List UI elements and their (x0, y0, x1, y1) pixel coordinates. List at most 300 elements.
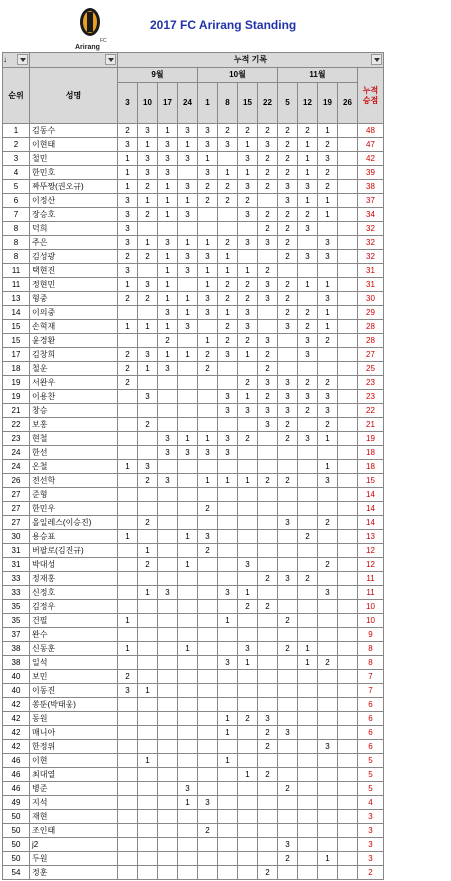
match-points-cell[interactable] (158, 810, 178, 824)
total-points-cell[interactable]: 2 (358, 866, 384, 880)
rank-cell[interactable]: 7 (3, 208, 30, 222)
match-points-cell[interactable]: 1 (298, 166, 318, 180)
match-points-cell[interactable]: 3 (138, 166, 158, 180)
match-points-cell[interactable]: 2 (118, 362, 138, 376)
match-points-cell[interactable] (118, 404, 138, 418)
total-points-cell[interactable]: 31 (358, 264, 384, 278)
match-points-cell[interactable]: 2 (258, 600, 278, 614)
total-points-cell[interactable]: 11 (358, 572, 384, 586)
match-points-cell[interactable]: 2 (278, 306, 298, 320)
rank-cell[interactable]: 13 (3, 292, 30, 306)
match-points-cell[interactable] (258, 516, 278, 530)
match-points-cell[interactable] (338, 852, 358, 866)
match-points-cell[interactable]: 2 (278, 236, 298, 250)
match-points-cell[interactable] (298, 586, 318, 600)
total-points-cell[interactable]: 6 (358, 740, 384, 754)
rank-cell[interactable]: 27 (3, 488, 30, 502)
rank-cell[interactable]: 11 (3, 278, 30, 292)
match-points-cell[interactable] (238, 866, 258, 880)
match-points-cell[interactable] (198, 670, 218, 684)
match-points-cell[interactable] (158, 712, 178, 726)
match-points-cell[interactable]: 1 (158, 348, 178, 362)
rank-cell[interactable]: 31 (3, 544, 30, 558)
match-points-cell[interactable] (158, 418, 178, 432)
match-points-cell[interactable] (178, 222, 198, 236)
match-points-cell[interactable]: 1 (138, 586, 158, 600)
match-points-cell[interactable]: 3 (118, 208, 138, 222)
rank-cell[interactable]: 54 (3, 866, 30, 880)
match-points-cell[interactable]: 1 (178, 642, 198, 656)
match-points-cell[interactable] (238, 446, 258, 460)
match-points-cell[interactable]: 1 (118, 180, 138, 194)
match-points-cell[interactable]: 1 (218, 712, 238, 726)
rank-cell[interactable]: 42 (3, 726, 30, 740)
match-points-cell[interactable]: 1 (138, 138, 158, 152)
match-points-cell[interactable]: 1 (318, 852, 338, 866)
match-points-cell[interactable]: 3 (218, 348, 238, 362)
player-name-cell[interactable]: 보홍 (30, 418, 118, 432)
rank-cell[interactable]: 21 (3, 404, 30, 418)
match-points-cell[interactable]: 3 (178, 264, 198, 278)
match-points-cell[interactable]: 2 (258, 124, 278, 138)
match-points-cell[interactable] (218, 642, 238, 656)
match-points-cell[interactable] (338, 726, 358, 740)
match-points-cell[interactable]: 2 (318, 334, 338, 348)
match-points-cell[interactable]: 1 (118, 642, 138, 656)
match-points-cell[interactable] (118, 740, 138, 754)
match-points-cell[interactable]: 3 (158, 586, 178, 600)
match-points-cell[interactable]: 2 (198, 502, 218, 516)
match-points-cell[interactable]: 2 (318, 180, 338, 194)
match-points-cell[interactable]: 3 (158, 166, 178, 180)
match-points-cell[interactable] (258, 194, 278, 208)
total-points-cell[interactable]: 21 (358, 418, 384, 432)
match-points-cell[interactable] (138, 600, 158, 614)
player-name-cell[interactable]: 병준 (30, 782, 118, 796)
match-points-cell[interactable]: 1 (118, 614, 138, 628)
match-points-cell[interactable] (138, 404, 158, 418)
match-points-cell[interactable] (238, 824, 258, 838)
match-points-cell[interactable] (338, 824, 358, 838)
match-points-cell[interactable] (198, 600, 218, 614)
total-points-cell[interactable]: 39 (358, 166, 384, 180)
match-points-cell[interactable] (318, 544, 338, 558)
match-points-cell[interactable] (278, 348, 298, 362)
match-points-cell[interactable]: 2 (258, 264, 278, 278)
match-points-cell[interactable]: 3 (158, 446, 178, 460)
match-points-cell[interactable]: 1 (218, 726, 238, 740)
rank-cell[interactable]: 38 (3, 642, 30, 656)
rank-cell[interactable]: 42 (3, 740, 30, 754)
match-points-cell[interactable]: 2 (138, 180, 158, 194)
match-points-cell[interactable] (178, 614, 198, 628)
player-name-cell[interactable]: 형중 (30, 292, 118, 306)
total-points-cell[interactable]: 6 (358, 726, 384, 740)
match-points-cell[interactable] (218, 152, 238, 166)
match-points-cell[interactable]: 2 (158, 334, 178, 348)
match-points-cell[interactable]: 1 (158, 194, 178, 208)
match-points-cell[interactable]: 3 (138, 460, 158, 474)
match-points-cell[interactable]: 2 (218, 124, 238, 138)
match-points-cell[interactable]: 3 (278, 404, 298, 418)
match-points-cell[interactable]: 1 (238, 474, 258, 488)
match-points-cell[interactable]: 3 (178, 250, 198, 264)
match-points-cell[interactable] (138, 740, 158, 754)
match-points-cell[interactable] (298, 852, 318, 866)
match-points-cell[interactable] (258, 670, 278, 684)
total-points-cell[interactable]: 3 (358, 824, 384, 838)
match-points-cell[interactable]: 3 (298, 390, 318, 404)
match-points-cell[interactable] (338, 754, 358, 768)
match-points-cell[interactable] (138, 306, 158, 320)
player-name-cell[interactable]: 온철 (30, 460, 118, 474)
match-points-cell[interactable] (338, 418, 358, 432)
match-points-cell[interactable] (338, 348, 358, 362)
match-points-cell[interactable]: 2 (238, 600, 258, 614)
match-points-cell[interactable]: 3 (238, 152, 258, 166)
rank-cell[interactable]: 26 (3, 474, 30, 488)
match-points-cell[interactable] (218, 544, 238, 558)
match-points-cell[interactable] (118, 852, 138, 866)
match-points-cell[interactable] (318, 530, 338, 544)
match-points-cell[interactable] (238, 502, 258, 516)
match-points-cell[interactable] (338, 488, 358, 502)
total-points-cell[interactable]: 8 (358, 656, 384, 670)
match-points-cell[interactable]: 3 (218, 404, 238, 418)
player-name-cell[interactable]: 한선 (30, 446, 118, 460)
match-points-cell[interactable]: 1 (198, 264, 218, 278)
match-points-cell[interactable]: 3 (158, 362, 178, 376)
match-points-cell[interactable] (178, 460, 198, 474)
match-points-cell[interactable]: 2 (278, 250, 298, 264)
total-points-cell[interactable]: 42 (358, 152, 384, 166)
match-points-cell[interactable] (138, 334, 158, 348)
match-points-cell[interactable] (258, 488, 278, 502)
match-points-cell[interactable] (158, 390, 178, 404)
match-points-cell[interactable] (338, 306, 358, 320)
match-points-cell[interactable]: 1 (218, 250, 238, 264)
player-name-cell[interactable]: 정현민 (30, 278, 118, 292)
player-name-cell[interactable]: 서완우 (30, 376, 118, 390)
match-points-cell[interactable] (298, 684, 318, 698)
player-name-cell[interactable]: 두원 (30, 852, 118, 866)
match-points-cell[interactable] (178, 488, 198, 502)
match-points-cell[interactable] (158, 460, 178, 474)
match-points-cell[interactable]: 2 (318, 516, 338, 530)
rank-cell[interactable]: 50 (3, 838, 30, 852)
player-name-cell[interactable]: 이동진 (30, 684, 118, 698)
match-points-cell[interactable] (218, 838, 238, 852)
match-points-cell[interactable] (198, 754, 218, 768)
match-points-cell[interactable]: 1 (178, 194, 198, 208)
match-points-cell[interactable] (298, 866, 318, 880)
match-points-cell[interactable] (218, 208, 238, 222)
match-points-cell[interactable] (298, 698, 318, 712)
match-points-cell[interactable] (278, 264, 298, 278)
match-points-cell[interactable]: 1 (198, 152, 218, 166)
match-points-cell[interactable]: 2 (318, 166, 338, 180)
match-points-cell[interactable] (298, 292, 318, 306)
match-points-cell[interactable] (178, 418, 198, 432)
match-points-cell[interactable]: 3 (138, 152, 158, 166)
match-points-cell[interactable] (118, 544, 138, 558)
name-filter-button[interactable] (30, 53, 118, 68)
total-points-cell[interactable]: 32 (358, 222, 384, 236)
match-points-cell[interactable]: 2 (258, 362, 278, 376)
match-points-cell[interactable] (278, 656, 298, 670)
match-points-cell[interactable] (118, 698, 138, 712)
match-points-cell[interactable] (198, 712, 218, 726)
match-points-cell[interactable] (298, 516, 318, 530)
match-points-cell[interactable]: 1 (138, 194, 158, 208)
total-points-cell[interactable]: 28 (358, 320, 384, 334)
rank-cell[interactable]: 50 (3, 852, 30, 866)
match-points-cell[interactable] (258, 782, 278, 796)
match-points-cell[interactable] (178, 544, 198, 558)
match-points-cell[interactable] (238, 488, 258, 502)
rank-cell[interactable]: 8 (3, 236, 30, 250)
match-points-cell[interactable] (138, 796, 158, 810)
match-points-cell[interactable] (318, 362, 338, 376)
rank-filter-button[interactable]: ↓ (3, 53, 30, 68)
match-points-cell[interactable]: 1 (238, 656, 258, 670)
cumulative-filter-button[interactable]: 누적 기록 (118, 53, 384, 68)
match-points-cell[interactable] (138, 670, 158, 684)
match-points-cell[interactable] (138, 656, 158, 670)
match-points-cell[interactable] (238, 754, 258, 768)
match-points-cell[interactable] (198, 558, 218, 572)
match-points-cell[interactable] (258, 446, 278, 460)
match-points-cell[interactable] (278, 586, 298, 600)
match-points-cell[interactable]: 2 (118, 376, 138, 390)
match-points-cell[interactable]: 3 (298, 180, 318, 194)
match-points-cell[interactable]: 3 (278, 376, 298, 390)
rank-cell[interactable]: 15 (3, 320, 30, 334)
match-points-cell[interactable]: 3 (158, 432, 178, 446)
match-points-cell[interactable] (218, 698, 238, 712)
total-points-cell[interactable]: 3 (358, 838, 384, 852)
match-points-cell[interactable] (118, 446, 138, 460)
total-points-cell[interactable]: 9 (358, 628, 384, 642)
match-points-cell[interactable] (138, 712, 158, 726)
match-points-cell[interactable] (178, 600, 198, 614)
match-points-cell[interactable] (138, 376, 158, 390)
match-points-cell[interactable]: 2 (258, 348, 278, 362)
match-points-cell[interactable] (318, 796, 338, 810)
rank-cell[interactable]: 50 (3, 824, 30, 838)
match-points-cell[interactable] (198, 838, 218, 852)
match-points-cell[interactable] (158, 670, 178, 684)
rank-cell[interactable]: 40 (3, 670, 30, 684)
match-points-cell[interactable]: 1 (198, 474, 218, 488)
match-points-cell[interactable]: 3 (238, 320, 258, 334)
total-points-cell[interactable]: 27 (358, 348, 384, 362)
total-points-cell[interactable]: 34 (358, 208, 384, 222)
match-points-cell[interactable]: 3 (278, 320, 298, 334)
match-points-cell[interactable] (138, 628, 158, 642)
match-points-cell[interactable] (118, 474, 138, 488)
player-name-cell[interactable]: 손혁재 (30, 320, 118, 334)
rank-cell[interactable]: 24 (3, 446, 30, 460)
match-points-cell[interactable] (218, 810, 238, 824)
match-points-cell[interactable] (198, 642, 218, 656)
rank-cell[interactable]: 35 (3, 614, 30, 628)
match-points-cell[interactable] (338, 530, 358, 544)
match-points-cell[interactable] (238, 796, 258, 810)
match-points-cell[interactable]: 2 (278, 642, 298, 656)
match-points-cell[interactable] (238, 572, 258, 586)
player-name-cell[interactable]: 한민우 (30, 502, 118, 516)
match-points-cell[interactable] (258, 586, 278, 600)
match-points-cell[interactable]: 1 (138, 684, 158, 698)
match-points-cell[interactable] (138, 838, 158, 852)
match-points-cell[interactable] (218, 670, 238, 684)
match-points-cell[interactable]: 1 (238, 138, 258, 152)
total-points-cell[interactable]: 11 (358, 586, 384, 600)
match-points-cell[interactable] (178, 838, 198, 852)
match-points-cell[interactable] (338, 782, 358, 796)
match-points-cell[interactable] (158, 530, 178, 544)
match-points-cell[interactable]: 1 (218, 614, 238, 628)
match-points-cell[interactable] (178, 670, 198, 684)
player-name-cell[interactable]: 김창희 (30, 348, 118, 362)
match-points-cell[interactable]: 2 (238, 292, 258, 306)
match-points-cell[interactable]: 1 (238, 768, 258, 782)
match-points-cell[interactable] (318, 866, 338, 880)
match-points-cell[interactable] (278, 446, 298, 460)
match-points-cell[interactable] (278, 460, 298, 474)
total-points-cell[interactable]: 48 (358, 124, 384, 138)
match-points-cell[interactable] (258, 544, 278, 558)
match-points-cell[interactable] (218, 824, 238, 838)
match-points-cell[interactable] (278, 670, 298, 684)
match-points-cell[interactable]: 3 (118, 236, 138, 250)
match-points-cell[interactable] (178, 334, 198, 348)
rank-cell[interactable]: 27 (3, 502, 30, 516)
match-points-cell[interactable] (238, 838, 258, 852)
match-points-cell[interactable]: 1 (178, 236, 198, 250)
match-points-cell[interactable] (158, 796, 178, 810)
match-points-cell[interactable]: 2 (318, 418, 338, 432)
match-points-cell[interactable]: 1 (298, 194, 318, 208)
total-points-cell[interactable]: 38 (358, 180, 384, 194)
match-points-cell[interactable] (178, 502, 198, 516)
match-points-cell[interactable]: 3 (118, 194, 138, 208)
match-points-cell[interactable]: 2 (218, 236, 238, 250)
match-points-cell[interactable]: 1 (118, 320, 138, 334)
player-name-cell[interactable]: 매니아 (30, 726, 118, 740)
match-points-cell[interactable] (298, 488, 318, 502)
match-points-cell[interactable]: 2 (218, 278, 238, 292)
match-points-cell[interactable] (318, 726, 338, 740)
match-points-cell[interactable] (198, 404, 218, 418)
match-points-cell[interactable] (238, 726, 258, 740)
match-points-cell[interactable] (138, 810, 158, 824)
match-points-cell[interactable] (198, 320, 218, 334)
match-points-cell[interactable]: 2 (218, 292, 238, 306)
match-points-cell[interactable]: 3 (138, 124, 158, 138)
match-points-cell[interactable]: 3 (278, 838, 298, 852)
player-name-cell[interactable]: 짜뚜짱(권오규) (30, 180, 118, 194)
match-points-cell[interactable] (318, 642, 338, 656)
total-points-cell[interactable]: 30 (358, 292, 384, 306)
match-points-cell[interactable]: 2 (218, 180, 238, 194)
match-points-cell[interactable]: 2 (218, 334, 238, 348)
match-points-cell[interactable]: 2 (118, 292, 138, 306)
match-points-cell[interactable]: 2 (258, 208, 278, 222)
rank-cell[interactable]: 1 (3, 124, 30, 138)
match-points-cell[interactable] (198, 810, 218, 824)
match-points-cell[interactable]: 3 (238, 236, 258, 250)
match-points-cell[interactable] (238, 628, 258, 642)
match-points-cell[interactable]: 2 (278, 166, 298, 180)
match-points-cell[interactable] (118, 824, 138, 838)
match-points-cell[interactable]: 2 (278, 432, 298, 446)
match-points-cell[interactable] (258, 684, 278, 698)
match-points-cell[interactable] (338, 572, 358, 586)
match-points-cell[interactable]: 3 (258, 292, 278, 306)
match-points-cell[interactable] (158, 642, 178, 656)
total-points-cell[interactable]: 32 (358, 236, 384, 250)
total-points-cell[interactable]: 18 (358, 446, 384, 460)
chevron-down-icon[interactable] (17, 54, 28, 65)
match-points-cell[interactable] (158, 404, 178, 418)
match-points-cell[interactable] (158, 222, 178, 236)
match-points-cell[interactable] (198, 516, 218, 530)
match-points-cell[interactable] (318, 754, 338, 768)
match-points-cell[interactable]: 3 (158, 474, 178, 488)
match-points-cell[interactable] (158, 628, 178, 642)
player-name-cell[interactable]: 이현 (30, 754, 118, 768)
match-points-cell[interactable]: 1 (198, 432, 218, 446)
match-points-cell[interactable]: 1 (318, 208, 338, 222)
match-points-cell[interactable]: 3 (118, 264, 138, 278)
match-points-cell[interactable] (318, 264, 338, 278)
match-points-cell[interactable] (278, 698, 298, 712)
match-points-cell[interactable]: 2 (118, 348, 138, 362)
player-name-cell[interactable]: 주은 (30, 236, 118, 250)
match-points-cell[interactable]: 2 (298, 320, 318, 334)
match-points-cell[interactable]: 3 (198, 124, 218, 138)
match-points-cell[interactable] (298, 362, 318, 376)
match-points-cell[interactable]: 3 (238, 180, 258, 194)
match-points-cell[interactable]: 1 (178, 796, 198, 810)
match-points-cell[interactable] (338, 180, 358, 194)
match-points-cell[interactable] (278, 684, 298, 698)
rank-cell[interactable]: 3 (3, 152, 30, 166)
match-points-cell[interactable] (258, 628, 278, 642)
match-points-cell[interactable]: 3 (158, 138, 178, 152)
player-name-cell[interactable]: 지석 (30, 796, 118, 810)
match-points-cell[interactable]: 2 (258, 572, 278, 586)
match-points-cell[interactable] (278, 712, 298, 726)
match-points-cell[interactable]: 3 (218, 586, 238, 600)
match-points-cell[interactable] (258, 432, 278, 446)
match-points-cell[interactable]: 2 (318, 558, 338, 572)
match-points-cell[interactable] (158, 376, 178, 390)
match-points-cell[interactable] (338, 166, 358, 180)
match-points-cell[interactable] (178, 516, 198, 530)
match-points-cell[interactable] (338, 768, 358, 782)
match-points-cell[interactable] (258, 558, 278, 572)
match-points-cell[interactable] (158, 824, 178, 838)
total-points-cell[interactable]: 5 (358, 782, 384, 796)
match-points-cell[interactable] (158, 656, 178, 670)
match-points-cell[interactable] (338, 152, 358, 166)
match-points-cell[interactable]: 1 (298, 138, 318, 152)
player-name-cell[interactable]: 재현 (30, 810, 118, 824)
match-points-cell[interactable]: 2 (278, 278, 298, 292)
